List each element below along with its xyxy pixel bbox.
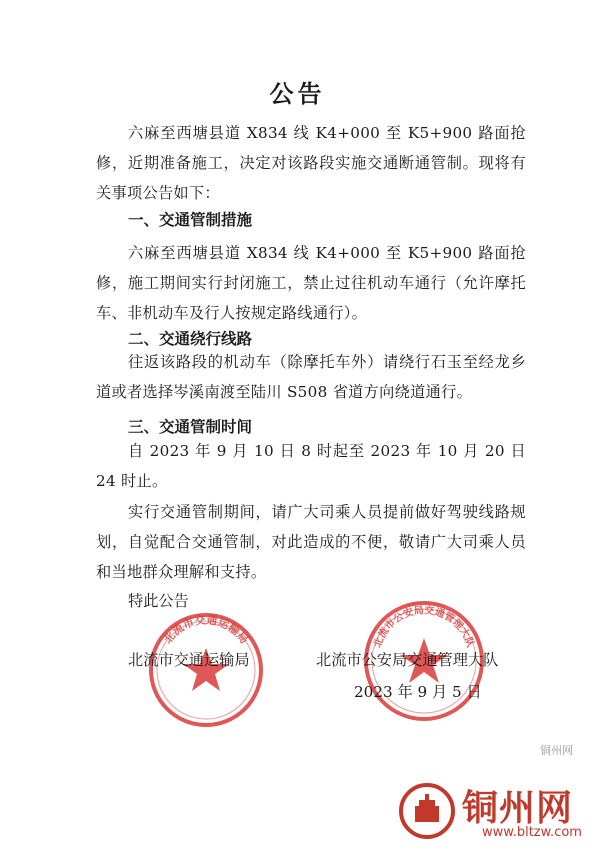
svg-text:北流市交通运输局 [161, 613, 251, 647]
section-2-heading: 二、交通绕行线路 [128, 330, 253, 348]
notice-title: 公告 [269, 80, 326, 108]
issuer-left: 北流市交通运输局 [128, 651, 250, 669]
section-3-body: 自 2023 年 9 月 10 日 8 时起至 2023 年 10 月 20 日 24 时止。 [96, 442, 526, 490]
section-1-heading: 一、交通管制措施 [128, 211, 253, 229]
watermark-logo-icon [398, 782, 456, 840]
watermark-site-name: 铜州网 [462, 788, 574, 829]
intro-paragraph: 六麻至西塘县道 X834 线 K4+000 至 K5+900 路面抢修，近期准备施工，决定对该路段实施交通断通管制。现将有关事项公告如下： [96, 124, 526, 202]
section-2-body: 往返该路段的机动车（除摩托车外）请绕行石玉至经龙乡道或者选择岑溪南渡至陆川 S508 省道方向绕道通行。 [96, 353, 526, 401]
closing-paragraph: 实行交通管制期间，请广大司乘人员提前做好驾驶线路规划，自觉配合交通管制，对此造成的不便，敬请广大司乘人员和当地群众理解和支持。 [96, 503, 526, 581]
right-seal-text: 北流市公安局交通管理大队 [372, 605, 476, 650]
section-3-heading: 三、交通管制时间 [128, 418, 253, 436]
issue-date: 2023 年 9 月 5 日 [354, 683, 482, 701]
sign-off: 特此公告 [128, 592, 189, 610]
issuer-right: 北流市公安局交通管理大队 [316, 651, 499, 669]
section-1-body: 六麻至西塘县道 X834 线 K4+000 至 K5+900 路面抢修，施工期间实行封闭施工，禁止过往机动车通行（允许摩托车、非机动车及行人按规定路线通行）。 [96, 244, 526, 322]
watermark-small-text: 铜州网 [540, 744, 573, 757]
watermark-url: www.bltzw.com [482, 825, 582, 840]
left-seal-text: 北流市交通运输局 [161, 613, 251, 647]
left-official-seal [146, 610, 266, 730]
